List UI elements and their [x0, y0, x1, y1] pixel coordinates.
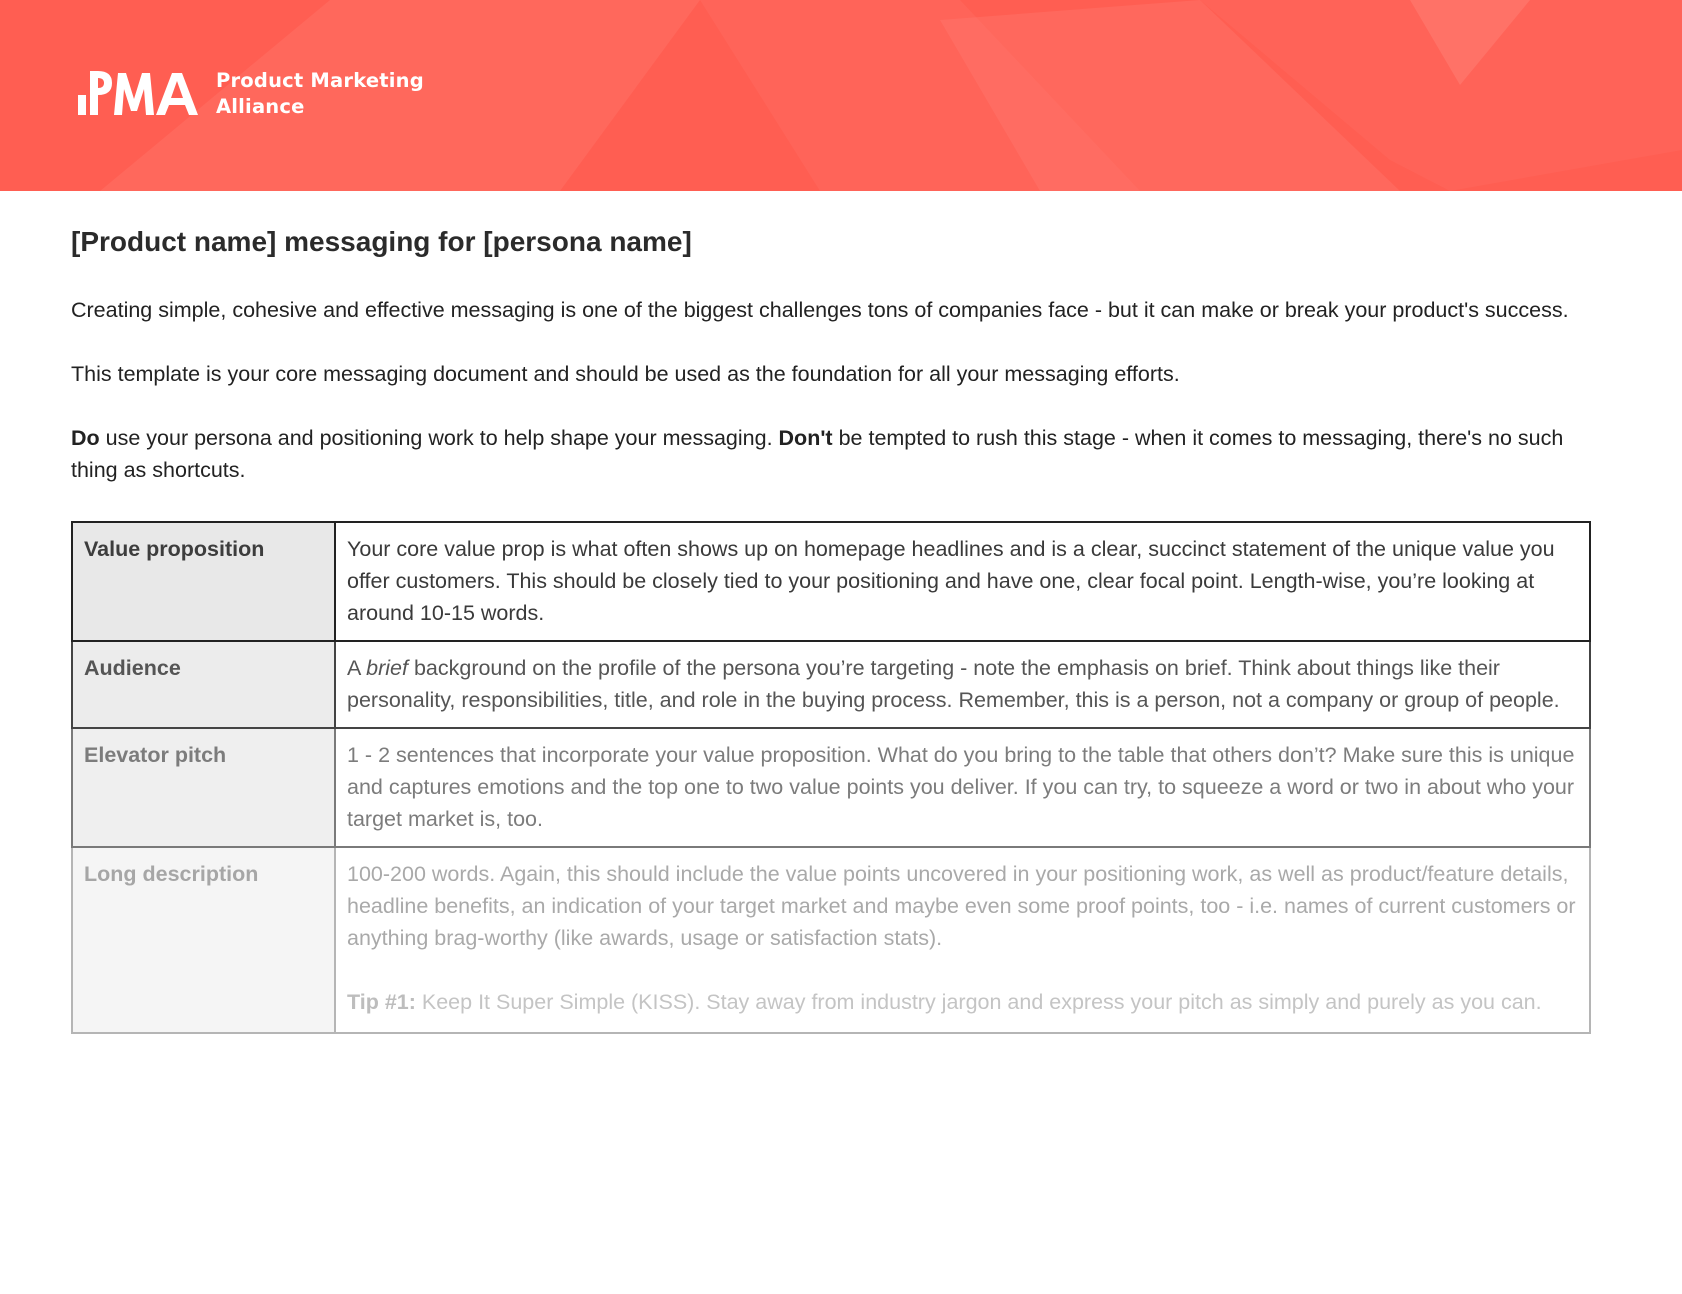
row-description[interactable]	[335, 641, 1590, 728]
text-emphasis: brief	[366, 656, 408, 680]
row-description[interactable]: Your core value prop is what often shows up on homepage headlines and is a clear, succinct statement of the unique value you offer customers. This should be closely tied to your positioning and have one, clear focal point. Length-wise, you’re looking at around 10-15 words.	[335, 522, 1590, 641]
row-label: Value proposition	[72, 522, 335, 641]
row-label: Audience	[72, 641, 335, 728]
row-description[interactable]: 1 - 2 sentences that incorporate your value proposition. What do you bring to the table that others don’t? Make sure this is unique and captures emotions and the top one to two value points you deliver. If you can try, to squeeze a word or two in about who your target market is, too.	[335, 728, 1590, 847]
messaging-table	[71, 521, 1591, 1034]
table-row-elevator-pitch	[72, 728, 1590, 847]
do-text: use your persona and positioning work to help shape your messaging.	[99, 426, 779, 450]
do-label: Do	[71, 426, 100, 450]
tip-body: Keep It Super Simple (KISS). Stay away from industry jargon and express your pitch as simply and purely as you can.	[415, 990, 1542, 1014]
header-banner	[0, 0, 1682, 191]
tip-text	[347, 986, 1579, 1018]
table-row-value-proposition	[72, 522, 1590, 641]
brand-logo[interactable]	[78, 66, 424, 122]
pma-logo-icon	[78, 69, 202, 119]
dont-text: be tempted to rush this stage - when it comes to messaging, there's no such thing as shortcuts.	[71, 426, 1564, 482]
document-title: [Product name] messaging for [persona name]	[71, 226, 692, 257]
row-label: Elevator pitch	[72, 728, 335, 847]
template-paragraph: This template is your core messaging document and should be used as the foundation for all your messaging efforts.	[71, 362, 1180, 386]
document-body	[71, 222, 1591, 1034]
brand-name-line1: Product Marketing	[216, 69, 424, 92]
row-description[interactable]	[335, 847, 1590, 1033]
row-label: Long description	[72, 847, 335, 1033]
dont-label: Don't	[778, 426, 833, 450]
tip-label: Tip #1:	[347, 990, 416, 1014]
long-description-text: 100-200 words. Again, this should include the value points uncovered in your positioning work, as well as product/feature details, headline benefits, an indication of your target market and maybe even some proof points, too - i.e. names of current customers or anything brag-worthy (like awards, usage or satisfaction stats).	[347, 862, 1576, 950]
brand-name-line2: Alliance	[216, 95, 305, 118]
table-row-long-description	[72, 847, 1590, 1033]
text-rest: background on the profile of the persona you’re targeting - note the emphasis on brief. Think about things like their personality, responsibilities, title, and role in the buying process. Remember, this is a person, not a company or group of people.	[347, 656, 1560, 712]
intro-paragraph: Creating simple, cohesive and effective messaging is one of the biggest challenges tons of companies face - but it can make or break your product's success.	[71, 298, 1569, 322]
table-row-audience	[72, 641, 1590, 728]
text-prefix: A	[347, 656, 367, 680]
guidance-paragraph	[71, 422, 1591, 486]
brand-name	[216, 68, 424, 120]
